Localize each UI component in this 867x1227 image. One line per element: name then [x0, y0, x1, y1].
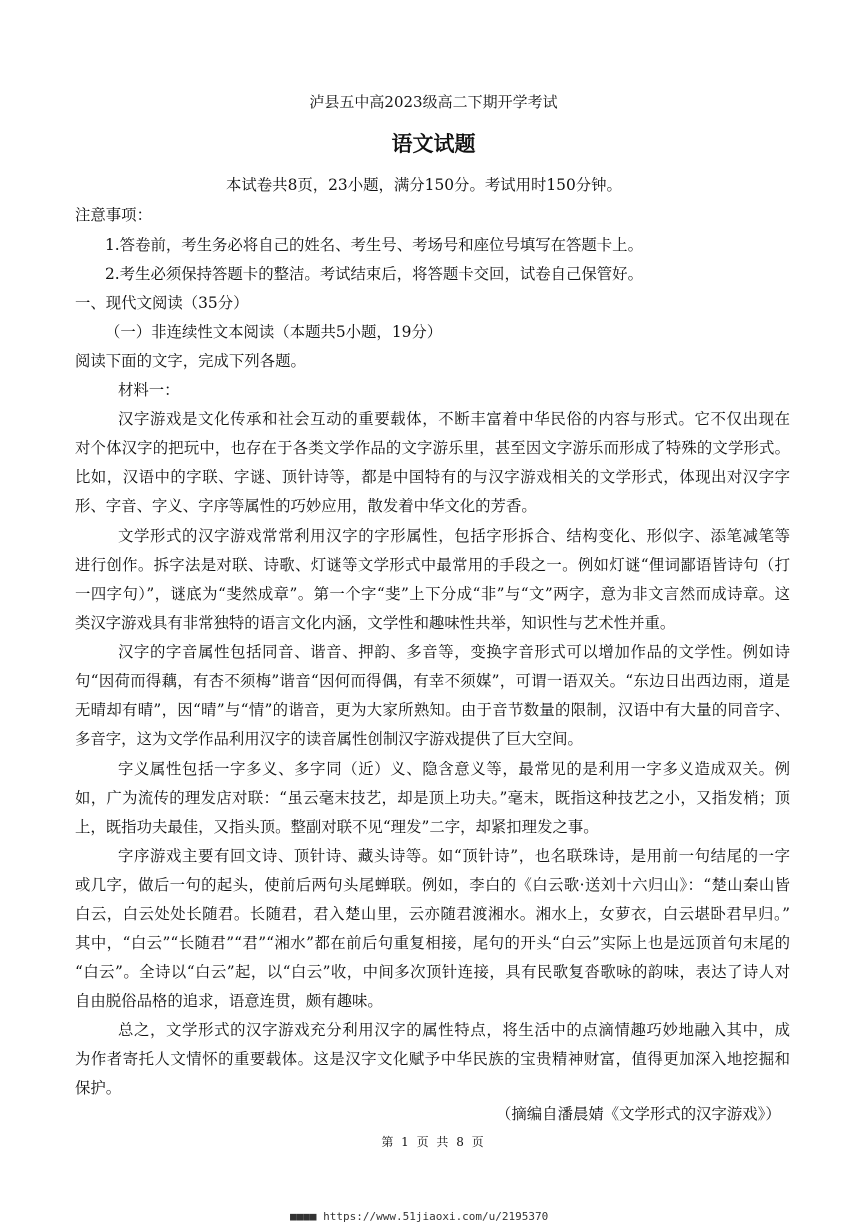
article-line: 字义属性包括一字多义、多字同（近）义、隐含意义等，最常见的是利用一字多义造成双关。例 — [118, 760, 790, 778]
article-line: 为作者寄托人文情怀的重要载体。这是汉字文化赋予中华民族的宝贵精神财富，值得更加深入地挖掘和 — [75, 1050, 790, 1068]
article-line: 汉字的字音属性包括同音、谐音、押韵、多音等，变换字音形式可以增加作品的文学性。例如诗 — [118, 643, 790, 661]
notice-item: 1.答卷前，考生务必将自己的姓名、考生号、考场号和座位号填写在答题卡上。 — [105, 236, 643, 254]
article-line: 如，广为流传的理发店对联：“虽云毫末技艺，却是顶上功夫。”毫末，既指这种技艺之小，又指发梢；顶 — [75, 789, 790, 807]
article-line: 对个体汉字的把玩中，也存在于各类文学作品的文字游乐里，甚至因文字游乐而形成了特殊的文学形式。 — [75, 439, 790, 457]
article-line: 文学形式的汉字游戏常常利用汉字的字形属性，包括字形拆合、结构变化、形似字、添笔减笔等 — [118, 527, 790, 545]
article-line: 上，既指功夫最佳，又指头顶。整副对联不见“理发”二字，却紧扣理发之事。 — [75, 818, 599, 836]
article-line: 保护。 — [75, 1079, 122, 1097]
article-line: 白云，白云处处长随君。长随君，君入楚山里，云亦随君渡湘水。湘水上，女萝衣，白云堪卧君早归。” — [75, 905, 790, 923]
article-line: 多音字，这为文学作品利用汉字的读音属性创制汉字游戏提供了巨大空间。 — [75, 730, 583, 748]
article-line: 句“因荷而得藕，有杏不须梅”谐音“因何而得偶，有幸不须媒”，可谓一语双关。“东边日出西边雨，道是 — [75, 672, 790, 690]
article-line: “白云”。全诗以“白云”起，以“白云”收，中间多次顶针连接，具有民歌复沓歌咏的韵味，表达了诗人对 — [75, 963, 790, 981]
article-line: 形、字音、字义、字序等属性的巧妙应用，散发着中华文化的芳香。 — [75, 497, 537, 515]
notice-heading: 注意事项： — [75, 206, 152, 224]
watermark: ■■■■ https://www.51jiaoxi.com/u/2195370 — [290, 1210, 549, 1223]
article-line: 其中，“白云”“长随君”“君”“湘水”都在前后句重复相接，尾句的开头“白云”实际上也是远顶首句末尾的 — [75, 934, 790, 952]
exam-subtitle: 泸县五中高2023级高二下期开学考试 — [309, 93, 558, 111]
page-title: 语文试题 — [391, 131, 476, 156]
article-source: （摘编自潘晨婧《文学形式的汉字游戏》） — [496, 1105, 781, 1123]
article-line: 比如，汉语中的字联、字谜、顶针诗等，都是中国特有的与汉字游戏相关的文学形式，体现出对汉字字 — [75, 468, 790, 486]
article-line: 自由脱俗品格的追求，语意连贯，颇有趣味。 — [75, 992, 383, 1010]
material-label: 材料一： — [118, 381, 180, 399]
article-line: 或几字，做后一句的起头，使前后两句头尾蝉联。例如，李白的《白云歌·送刘十六归山》：“楚山秦山皆 — [75, 876, 790, 894]
article-line: 字序游戏主要有回文诗、顶针诗、藏头诗等。如“顶针诗”，也名联珠诗，是用前一句结尾的一字 — [118, 847, 790, 865]
article-line: 总之，文学形式的汉字游戏充分利用汉字的属性特点，将生活中的点滴情趣巧妙地融入其中，成 — [118, 1021, 790, 1039]
reading-instruction: 阅读下面的文字，完成下列各题。 — [75, 352, 306, 370]
section-heading: 一、现代文阅读（35分） — [75, 294, 249, 312]
article-line: 类汉字游戏具有非常独特的语言文化内涵，文学性和趣味性共举，知识性与艺术性并重。 — [75, 614, 676, 632]
article-line: 无晴却有晴”，因“晴”与“情”的谐音，更为大家所熟知。由于音节数量的限制，汉语中有大量的同音字、 — [75, 701, 790, 719]
section-subheading: （一）非连续性文本阅读（本题共5小题，19分） — [105, 323, 443, 341]
notice-item: 2.考生必须保持答题卡的整洁。考试结束后，将答题卡交回，试卷自己保管好。 — [105, 265, 643, 283]
article-line: 进行创作。拆字法是对联、诗歌、灯谜等文学形式中最常用的手段之一。例如灯谜“俚词鄙语皆诗句（打 — [75, 556, 790, 574]
exam-info: 本试卷共8页，23小题，满分150分。考试用时150分钟。 — [226, 176, 622, 194]
article-line: 一四字句）”，谜底为“斐然成章”。第一个字“斐”上下分成“非”与“文”两字，意为非文言然而成诗章。这 — [75, 585, 790, 603]
article-line: 汉字游戏是文化传承和社会互动的重要载体，不断丰富着中华民俗的内容与形式。它不仅出现在 — [118, 410, 790, 428]
page-number: 第 1 页 共 8 页 — [381, 1135, 486, 1149]
